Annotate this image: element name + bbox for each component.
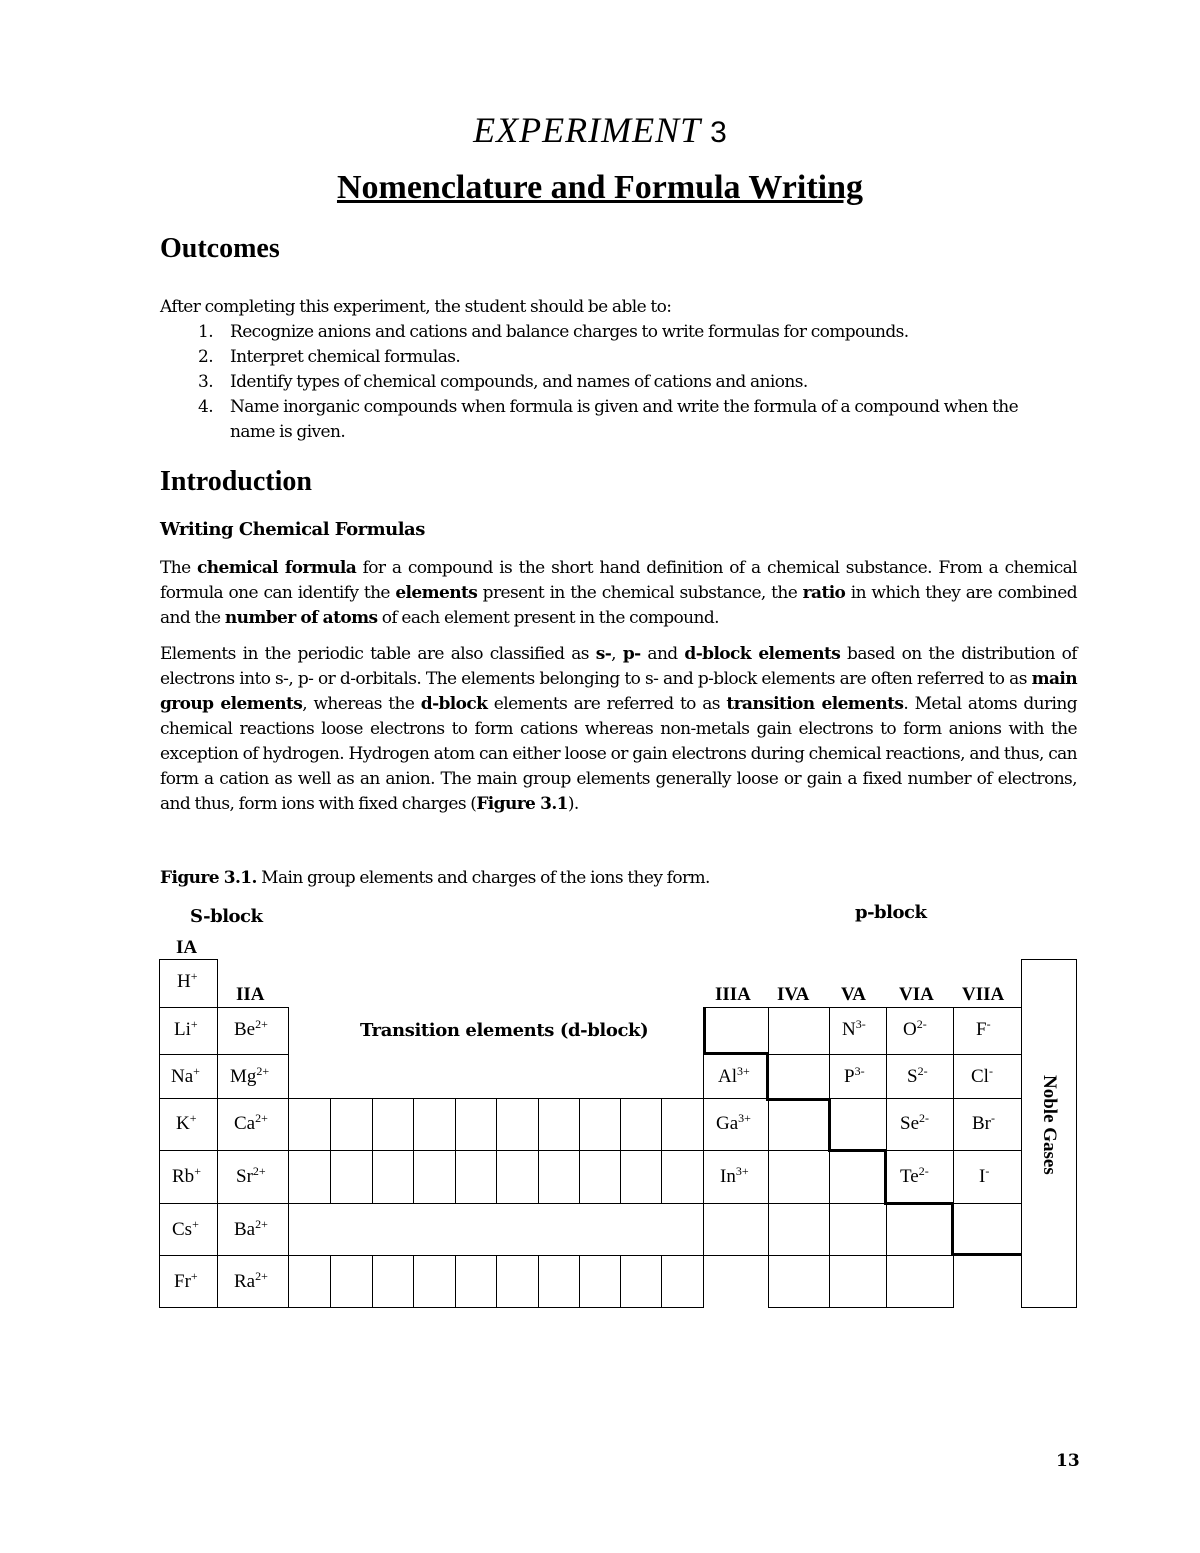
- ion-symbol: Cl: [971, 1066, 989, 1087]
- ion-symbol: Na: [171, 1066, 194, 1087]
- cell-group-iia: [217, 1054, 289, 1099]
- metal-nonmetal-boundary: [703, 1007, 706, 1054]
- cell-p-block: [768, 1255, 830, 1308]
- ion-na: [171, 1064, 200, 1087]
- ion-i: [979, 1164, 990, 1187]
- cell-noble-gases: [1021, 959, 1077, 1308]
- ion-symbol: S: [907, 1066, 918, 1087]
- ion-charge: +: [193, 1064, 200, 1078]
- outcomes-intro: After completing this experiment, the student should be able to:: [160, 297, 672, 317]
- cell-p-block: [886, 1098, 954, 1151]
- cell-d-block: [372, 1150, 414, 1204]
- ion-symbol: Be: [234, 1019, 256, 1040]
- ion-charge: 2+: [255, 1111, 268, 1125]
- paragraph-blocks: Elements in the periodic table are also classified as s-, p- and d-block elements based on the distribution of electrons into s-, p- or d-orbitals. The elements belonging to s- and p-block elements are often referred to as main group elements, whereas the d-block elements are referred to as transition elements. Metal atoms during chemical reactions loose electrons to form cations whereas non-metals gain electrons to form anions with the exception of hydrogen. Hydrogen atom can either loose or gain electrons during chemical reactions, and thus, can form a cation as well as an anion. The main group elements generally loose or gain a fixed number of electrons, and thus, form ions with fixed charges (Figure 3.1).: [160, 644, 1077, 814]
- cell-p-block: [703, 1150, 769, 1204]
- group-label-viia: VIIA: [962, 984, 1005, 1005]
- metal-nonmetal-boundary: [766, 1098, 830, 1101]
- group-label-via: VIA: [899, 984, 934, 1005]
- ion-k: [176, 1111, 197, 1134]
- ion-symbol: I: [979, 1166, 986, 1187]
- ion-symbol: Cs: [172, 1219, 193, 1240]
- metal-nonmetal-boundary: [884, 1149, 887, 1203]
- cell-p-block: [768, 1203, 830, 1256]
- ion-charge: 2-: [918, 1164, 929, 1178]
- ion-charge: +: [194, 1164, 201, 1178]
- cell-p-block: [953, 1098, 1022, 1151]
- ion-li: [174, 1017, 198, 1040]
- cell-group-ia: [159, 959, 218, 1008]
- cell-p-block: [768, 1007, 830, 1055]
- cell-p-block: [886, 1255, 954, 1308]
- cell-group-iia: [217, 1098, 289, 1151]
- cell-d-block: [538, 1098, 580, 1151]
- ion-o: [903, 1017, 927, 1040]
- cell-d-block: [455, 1150, 497, 1204]
- ion-symbol: Al: [718, 1066, 737, 1087]
- cell-p-block: [829, 1203, 887, 1256]
- ion-symbol: Se: [900, 1113, 919, 1134]
- ion-symbol: P: [844, 1066, 855, 1087]
- cell-p-block: [703, 1007, 769, 1055]
- ion-ba: [234, 1217, 268, 1240]
- cell-p-block: [886, 1203, 954, 1256]
- cell-d-block: [455, 1255, 497, 1308]
- ion-symbol: H: [177, 971, 191, 992]
- cell-d-block: [413, 1255, 456, 1308]
- ion-charge: 2-: [916, 1017, 927, 1031]
- ion-te: [900, 1164, 929, 1187]
- ion-charge: -: [985, 1164, 990, 1178]
- ion-symbol: In: [720, 1166, 736, 1187]
- cell-d-block: [372, 1098, 414, 1151]
- ion-symbol: Ra: [234, 1271, 256, 1292]
- cell-d-block: [579, 1150, 621, 1204]
- ion-br: [972, 1111, 995, 1134]
- ion-ca: [234, 1111, 268, 1134]
- ion-symbol: Ga: [716, 1113, 739, 1134]
- ion-ga: [716, 1111, 751, 1134]
- cell-group-ia: [159, 1007, 218, 1055]
- ion-symbol: F: [976, 1019, 987, 1040]
- ion-charge: -: [988, 1064, 993, 1078]
- ion-al: [718, 1064, 750, 1087]
- metal-nonmetal-boundary: [703, 1052, 769, 1055]
- ion-symbol: O: [903, 1019, 917, 1040]
- ion-symbol: Ca: [234, 1113, 256, 1134]
- cell-group-iia: [217, 1203, 289, 1256]
- cell-p-block: [829, 1255, 887, 1308]
- cell-p-block: [703, 1054, 769, 1099]
- cell-p-block: [953, 1150, 1022, 1204]
- cell-p-block: [953, 1054, 1022, 1099]
- experiment-heading: [0, 106, 1200, 157]
- cell-d-block: [620, 1098, 662, 1151]
- ion-sr: [236, 1164, 266, 1187]
- cell-d-block: [330, 1150, 373, 1204]
- ion-symbol: K: [176, 1113, 190, 1134]
- ion-charge: -: [986, 1017, 991, 1031]
- document-title: Nomenclature and Formula Writing: [336, 169, 864, 206]
- ion-charge: 2-: [919, 1111, 929, 1125]
- cell-group-ia: [159, 1054, 218, 1099]
- group-label-iva: IVA: [777, 984, 810, 1005]
- cell-d-block: [579, 1255, 621, 1308]
- cell-p-block: [768, 1098, 830, 1151]
- ion-symbol: N: [842, 1019, 856, 1040]
- cell-d-block: [496, 1255, 539, 1308]
- group-label-ia: IA: [176, 937, 198, 958]
- ion-charge: +: [190, 969, 198, 983]
- cell-d-block: [538, 1255, 580, 1308]
- transition-elements-label: Transition elements (d-block): [360, 1020, 649, 1041]
- cell-p-block: [703, 1203, 769, 1256]
- ion-charge: 2-: [917, 1064, 928, 1078]
- s-block-label: S-block: [190, 906, 263, 927]
- ion-se: [900, 1111, 929, 1134]
- ion-charge: 2+: [255, 1217, 268, 1231]
- cell-d-block: [330, 1255, 373, 1308]
- ion-charge: 3-: [855, 1017, 866, 1031]
- cell-p-block: [886, 1054, 954, 1099]
- ion-charge: 2+: [252, 1164, 266, 1178]
- outcomes-list: [160, 320, 1080, 445]
- ion-symbol: Fr: [174, 1271, 191, 1292]
- introduction-heading: Introduction: [160, 466, 312, 497]
- metal-nonmetal-boundary: [951, 1202, 954, 1255]
- cell-p-block: [703, 1098, 769, 1151]
- cell-p-block: [829, 1054, 887, 1099]
- metal-nonmetal-boundary: [828, 1098, 831, 1150]
- ion-symbol: Sr: [236, 1166, 253, 1187]
- cell-p-block: [768, 1150, 830, 1204]
- cell-p-block: [768, 1054, 830, 1099]
- outcomes-heading: Outcomes: [160, 233, 280, 264]
- cell-d-block: [288, 1255, 331, 1308]
- cell-d-block: [413, 1150, 456, 1204]
- cell-d-block: [413, 1098, 456, 1151]
- ion-f: [976, 1017, 991, 1040]
- ion-be: [234, 1017, 268, 1040]
- ion-symbol: Ba: [234, 1219, 256, 1240]
- page-number: 13: [1056, 1451, 1080, 1471]
- cell-p-block: [829, 1098, 887, 1151]
- cell-p-block: [886, 1150, 954, 1204]
- experiment-word: EXPERIMENT: [473, 110, 702, 150]
- cell-group-iia: [217, 1007, 289, 1055]
- cell-d-block: [288, 1150, 331, 1204]
- list-item: 4. Name inorganic compounds when formula is given and write the formula of a compound when the name is given.: [198, 397, 1019, 442]
- cell-group-ia: [159, 1255, 218, 1308]
- cell-d-block: [620, 1150, 662, 1204]
- cell-d-block: [661, 1098, 704, 1151]
- cell-d-block: [620, 1255, 662, 1308]
- ion-cs: [172, 1217, 199, 1240]
- cell-d-block: [661, 1150, 704, 1204]
- group-label-iiia: IIIA: [715, 984, 751, 1005]
- ion-charge: 3+: [737, 1064, 750, 1078]
- ion-fr: [174, 1269, 198, 1292]
- paragraph-chemical-formula: The chemical formula for a compound is the short hand definition of a chemical substance. From a chemical formula one can identify the elements present in the chemical substance, the ratio in which they are combined and the number of atoms of each element present in the compound.: [160, 558, 1078, 628]
- ion-charge: 2+: [255, 1017, 268, 1031]
- cell-group-ia: [159, 1150, 218, 1204]
- ion-rb: [172, 1164, 201, 1187]
- cell-group-iia: [217, 1255, 289, 1308]
- metal-nonmetal-boundary: [884, 1202, 953, 1205]
- ion-cl: [971, 1064, 993, 1087]
- cell-d-block: [496, 1098, 539, 1151]
- cell-d-block: [538, 1150, 580, 1204]
- cell-d-block: [455, 1098, 497, 1151]
- cell-group-iia: [217, 1150, 289, 1204]
- cell-p-block: [829, 1150, 887, 1204]
- writing-formulas-subheading: Writing Chemical Formulas: [160, 519, 425, 540]
- cell-d-block: [288, 1098, 331, 1151]
- ion-charge: +: [190, 1017, 198, 1031]
- figure-caption: Figure 3.1. Main group elements and charges of the ions they form.: [160, 868, 710, 888]
- list-item: 1. Recognize anions and cations and balance charges to write formulas for compounds.: [198, 322, 909, 342]
- cell-group-ia: [159, 1203, 218, 1256]
- cell-group-ia: [159, 1098, 218, 1151]
- cell-p-block: [886, 1007, 954, 1055]
- group-label-va: VA: [841, 984, 866, 1005]
- ion-n: [842, 1017, 866, 1040]
- ion-charge: -: [991, 1111, 995, 1125]
- ion-charge: +: [192, 1217, 199, 1231]
- ion-mg: [230, 1064, 270, 1087]
- ion-in: [720, 1164, 749, 1187]
- noble-gases-label: Noble Gases: [1039, 1075, 1060, 1175]
- ion-p: [844, 1064, 865, 1087]
- ion-s: [907, 1064, 928, 1087]
- ion-symbol: Rb: [172, 1166, 195, 1187]
- ion-symbol: Li: [174, 1019, 191, 1040]
- ion-charge: 3+: [735, 1164, 749, 1178]
- metal-nonmetal-boundary: [828, 1149, 886, 1152]
- cell-d-block: [372, 1255, 414, 1308]
- metal-nonmetal-boundary: [951, 1253, 1021, 1256]
- p-block-label: p-block: [855, 902, 927, 923]
- ion-h: [177, 969, 198, 992]
- ion-charge: +: [190, 1269, 198, 1283]
- cell-p-block: [953, 1203, 1022, 1256]
- cell-d-block: [330, 1098, 373, 1151]
- ion-charge: 2+: [256, 1064, 270, 1078]
- cell-p-block: [829, 1007, 887, 1055]
- ion-symbol: Te: [900, 1166, 919, 1187]
- group-label-iia: IIA: [236, 984, 265, 1005]
- cell-d-block: [661, 1255, 704, 1308]
- ion-charge: +: [189, 1111, 197, 1125]
- metal-nonmetal-boundary: [766, 1052, 769, 1100]
- ion-charge: 3-: [854, 1064, 865, 1078]
- experiment-number: 3: [710, 116, 727, 149]
- ion-charge: 2+: [255, 1269, 268, 1283]
- ion-charge: 3+: [738, 1111, 751, 1125]
- cell-p-block: [953, 1007, 1022, 1055]
- ion-symbol: Br: [972, 1113, 991, 1134]
- list-item: 3. Identify types of chemical compounds, and names of cations and anions.: [198, 372, 808, 392]
- list-item: 2. Interpret chemical formulas.: [198, 347, 461, 367]
- ion-ra: [234, 1269, 268, 1292]
- cell-d-block: [579, 1098, 621, 1151]
- cell-d-block: [496, 1150, 539, 1204]
- ion-symbol: Mg: [230, 1066, 257, 1087]
